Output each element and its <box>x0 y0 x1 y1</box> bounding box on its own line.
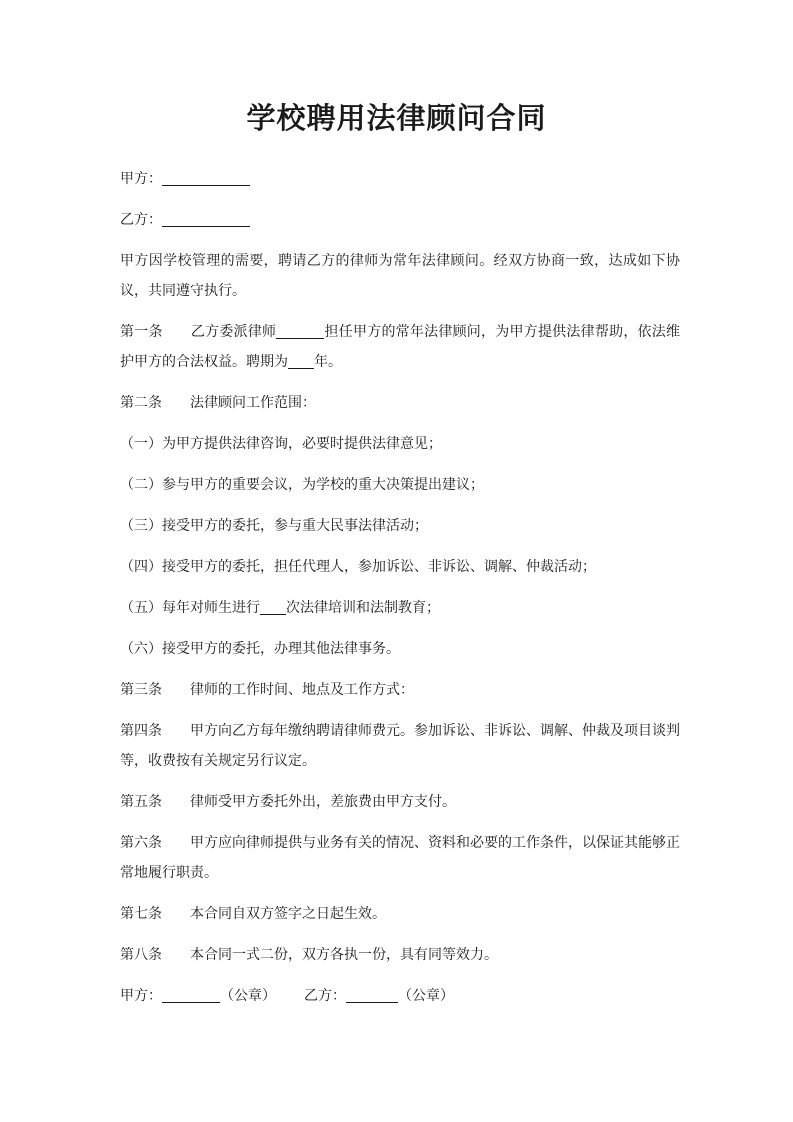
article-6-label: 第六条 <box>120 835 162 851</box>
article-1-text-before: 乙方委派律师 <box>190 324 277 340</box>
article-6 <box>120 828 680 888</box>
article-8-text: 本合同一式二份，双方各执一份，具有同等效力。 <box>190 947 498 963</box>
article-7-label: 第七条 <box>120 906 162 922</box>
intro-paragraph: 甲方因学校管理的需要，聘请乙方的律师为常年法律顾问。经双方协商一致，达成如下协议，共同遵守执行。 <box>120 253 680 299</box>
scope-item-2: （二）参与甲方的重要会议，为学校的重大决策提出建议； <box>120 477 484 493</box>
signature-seal-a: （公章） <box>220 988 276 1004</box>
article-3-text: 律师的工作时间、地点及工作方式： <box>190 682 414 698</box>
document-title: 学校聘用法律顾问合同 <box>246 101 547 135</box>
scope-item-5 <box>120 593 680 623</box>
article-3 <box>120 675 680 705</box>
training-count-blank <box>260 598 286 614</box>
scope-item-5-before: （五）每年对师生进行 <box>120 600 260 616</box>
article-5-text: 律师受甲方委托外出，差旅费由甲方支付。 <box>190 794 456 810</box>
article-1 <box>120 317 680 377</box>
party-a-label: 甲方： <box>120 171 162 187</box>
article-2 <box>120 388 680 418</box>
signature-seal-b: （公章） <box>398 988 454 1004</box>
article-1-label: 第一条 <box>120 324 163 340</box>
lawyer-name-blank <box>276 322 324 338</box>
signature-line <box>120 981 680 1011</box>
signature-party-b-label: 乙方： <box>304 988 346 1004</box>
article-8-label: 第八条 <box>120 947 162 963</box>
article-4-text: 甲方向乙方每年缴纳聘请律师费元。参加诉讼、非诉讼、调解、仲裁及项目谈判等，收费按有关规定另行议定。 <box>120 723 680 769</box>
scope-item-6: （六）接受甲方的委托，办理其他法律事务。 <box>120 641 400 657</box>
article-5-label: 第五条 <box>120 794 162 810</box>
signature-party-a-blank <box>162 986 220 1002</box>
article-1-text-middle: 担任甲方的常年法律顾问，为甲方提供法律帮助，依法维护甲方的合法权益。聘期为 <box>120 324 681 370</box>
article-8 <box>120 940 680 970</box>
article-6-text: 甲方应向律师提供与业务有关的情况、资料和必要的工作条件，以保证其能够正常地履行职责。 <box>120 835 680 881</box>
party-a-blank <box>162 169 250 185</box>
article-4 <box>120 716 680 776</box>
scope-item-1: （一）为甲方提供法律咨询，必要时提供法律意见； <box>120 436 442 452</box>
scope-item-4: （四）接受甲方的委托，担任代理人，参加诉讼、非诉讼、调解、仲裁活动； <box>120 559 596 575</box>
scope-item-3: （三）接受甲方的委托，参与重大民事法律活动； <box>120 518 428 534</box>
party-b-label: 乙方： <box>120 212 162 228</box>
scope-item-5-after: 次法律培训和法制教育； <box>286 600 440 616</box>
party-a-line <box>120 164 680 194</box>
signature-party-a-label: 甲方： <box>120 988 162 1004</box>
article-2-label: 第二条 <box>120 395 162 411</box>
article-7-text: 本合同自双方签字之日起生效。 <box>190 906 386 922</box>
signature-party-b-blank <box>346 986 398 1002</box>
article-7 <box>120 899 680 929</box>
article-3-label: 第三条 <box>120 682 162 698</box>
party-b-blank <box>162 210 250 226</box>
term-years-blank <box>288 352 314 368</box>
article-4-label: 第四条 <box>120 723 162 739</box>
article-2-text: 法律顾问工作范围： <box>190 395 316 411</box>
article-5 <box>120 787 680 817</box>
article-1-text-after: 年。 <box>314 354 342 370</box>
document-body <box>120 164 680 1022</box>
party-b-line <box>120 205 680 235</box>
